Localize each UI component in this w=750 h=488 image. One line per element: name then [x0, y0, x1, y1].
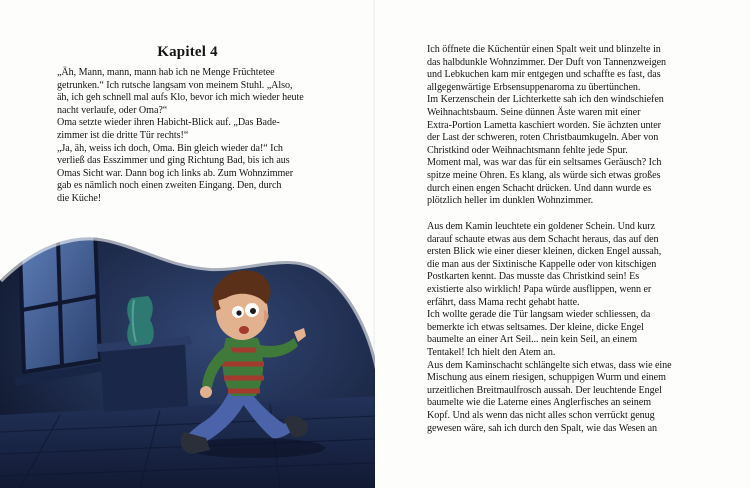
text-line: spitze meine Ohren. Es klang, als würde sich etwas großes [427, 169, 661, 181]
text-line: Oma setzte wieder ihren Habicht-Blick auf. „Das Bade- [57, 117, 280, 129]
text-line: Moment mal, was war das für ein seltsames Geräusch? Ich [427, 157, 662, 169]
text-line: Ich wollte gerade die Tür langsam wieder schliessen, da [427, 309, 651, 321]
text-line: zimmer ist die dritte Tür rechts!“ [57, 129, 189, 141]
text-line: Ich öffnete die Küchentür einen Spalt weit und blinzelte in [427, 44, 661, 55]
text-line: darauf schaute etwas aus dem Schacht heraus, das auf den [427, 233, 659, 245]
text-line: durch einen engen Schacht drücken. Und dann wurde es [427, 182, 652, 194]
text-line: baumelte wie die Laterne eines Anglerfisches an seinem [427, 397, 652, 409]
right-paragraph-1 [427, 44, 692, 208]
text-line: urzeitlichen Breitmaulfrosch aussah. Der leuchtende Engel [427, 384, 662, 396]
table-icon [96, 336, 192, 412]
text-line: die man aus der Sixtinische Kappelle oder von kitschigen [427, 258, 657, 270]
text-line: existierte also wirklich! Papa würde ausflippen, wenn er [427, 283, 652, 295]
text-line: „Ja, äh, weiss ich doch, Oma. Bin gleich wieder da!“ Ich [57, 142, 283, 154]
text-line: bemerkte ich etwas seltsames. Der kleine, dicke Engel [427, 321, 644, 333]
right-paragraph-2 [427, 221, 692, 435]
text-line: Aus dem Kaminschacht schlängelte sich etwas, dass wie eine [427, 359, 672, 371]
text-line: Extra-Portion Lametta kaschiert worden. Sie ächzten unter [427, 119, 661, 131]
text-line: erfährt, dass Mama recht gehabt hatte. [427, 296, 580, 308]
text-line: die Küche! [57, 192, 102, 204]
text-line: Postkarten kennt. Das musste das Christkind sein! Es [427, 271, 640, 283]
illustration [0, 210, 375, 488]
text-line: „Äh, Mann, mann, mann hab ich ne Menge Früchtetee [57, 67, 275, 78]
text-line: allgegenwärtige Erbsensuppenaroma zu übertünchen. [427, 81, 641, 93]
vase-icon [127, 296, 154, 346]
text-line: Omas Sicht war. Dann bog ich links ab. Zum Wohnzimmer [57, 167, 294, 179]
text-line: Aus dem Kamin leuchtete ein goldener Schein. Und kurz [427, 221, 656, 232]
text-line: Im Kerzenschein der Lichterkette sah ich den windschiefen [427, 94, 664, 106]
left-text-block [57, 67, 347, 206]
text-line: plötzlich heller im dunklen Wohnzimmer. [427, 195, 594, 207]
text-line: Kopf. Und als wenn das nicht alles schon verrückt genug [427, 409, 655, 421]
text-line: baumelte an einer Art Seil... nein kein Seil, an einem [427, 334, 638, 346]
text-line: äh, ich geh schnell mal aufs Klo, bevor ich mich wieder heute [57, 92, 304, 104]
text-line: Tentakel! Ich hielt den Atem an. [427, 346, 556, 358]
chapter-title: Kapitel 4 [157, 44, 218, 60]
text-line: gewesen wäre, sah ich durch den Spalt, wie das Wesen an [427, 422, 658, 434]
text-line: Weihnachtsbaum. Seine dünnen Äste waren mit einer [427, 106, 641, 118]
text-line: das halbdunkle Wohnzimmer. Der Duft von Tannenzweigen [427, 56, 667, 68]
text-line: und Lebkuchen kam mir entgegen und schaffte es fast, das [427, 69, 661, 81]
text-line: ersten Blick wie einer dieser kleinen, dicken Engel aussah, [427, 246, 662, 258]
text-line: gab es nämlich noch einen zweiten Eingang. Den, durch [57, 180, 282, 192]
text-line: der Last der schweren, roten Christbaumkugeln. Aber von [427, 132, 659, 144]
text-line: verließ das Esszimmer und ging Richtung Bad, bis ich aus [57, 155, 290, 167]
text-line: Christkind oder Weihnachtsmann fehlte jede Spur. [427, 144, 628, 156]
text-line: getrunken.“ Ich rutsche langsam von meinem Stuhl. „Also, [57, 79, 293, 91]
text-line: nacht verlaufe, oder Oma?“ [57, 104, 168, 116]
text-line: Mischung aus einem riesigen, schuppigen Wurm und einem [427, 372, 666, 384]
